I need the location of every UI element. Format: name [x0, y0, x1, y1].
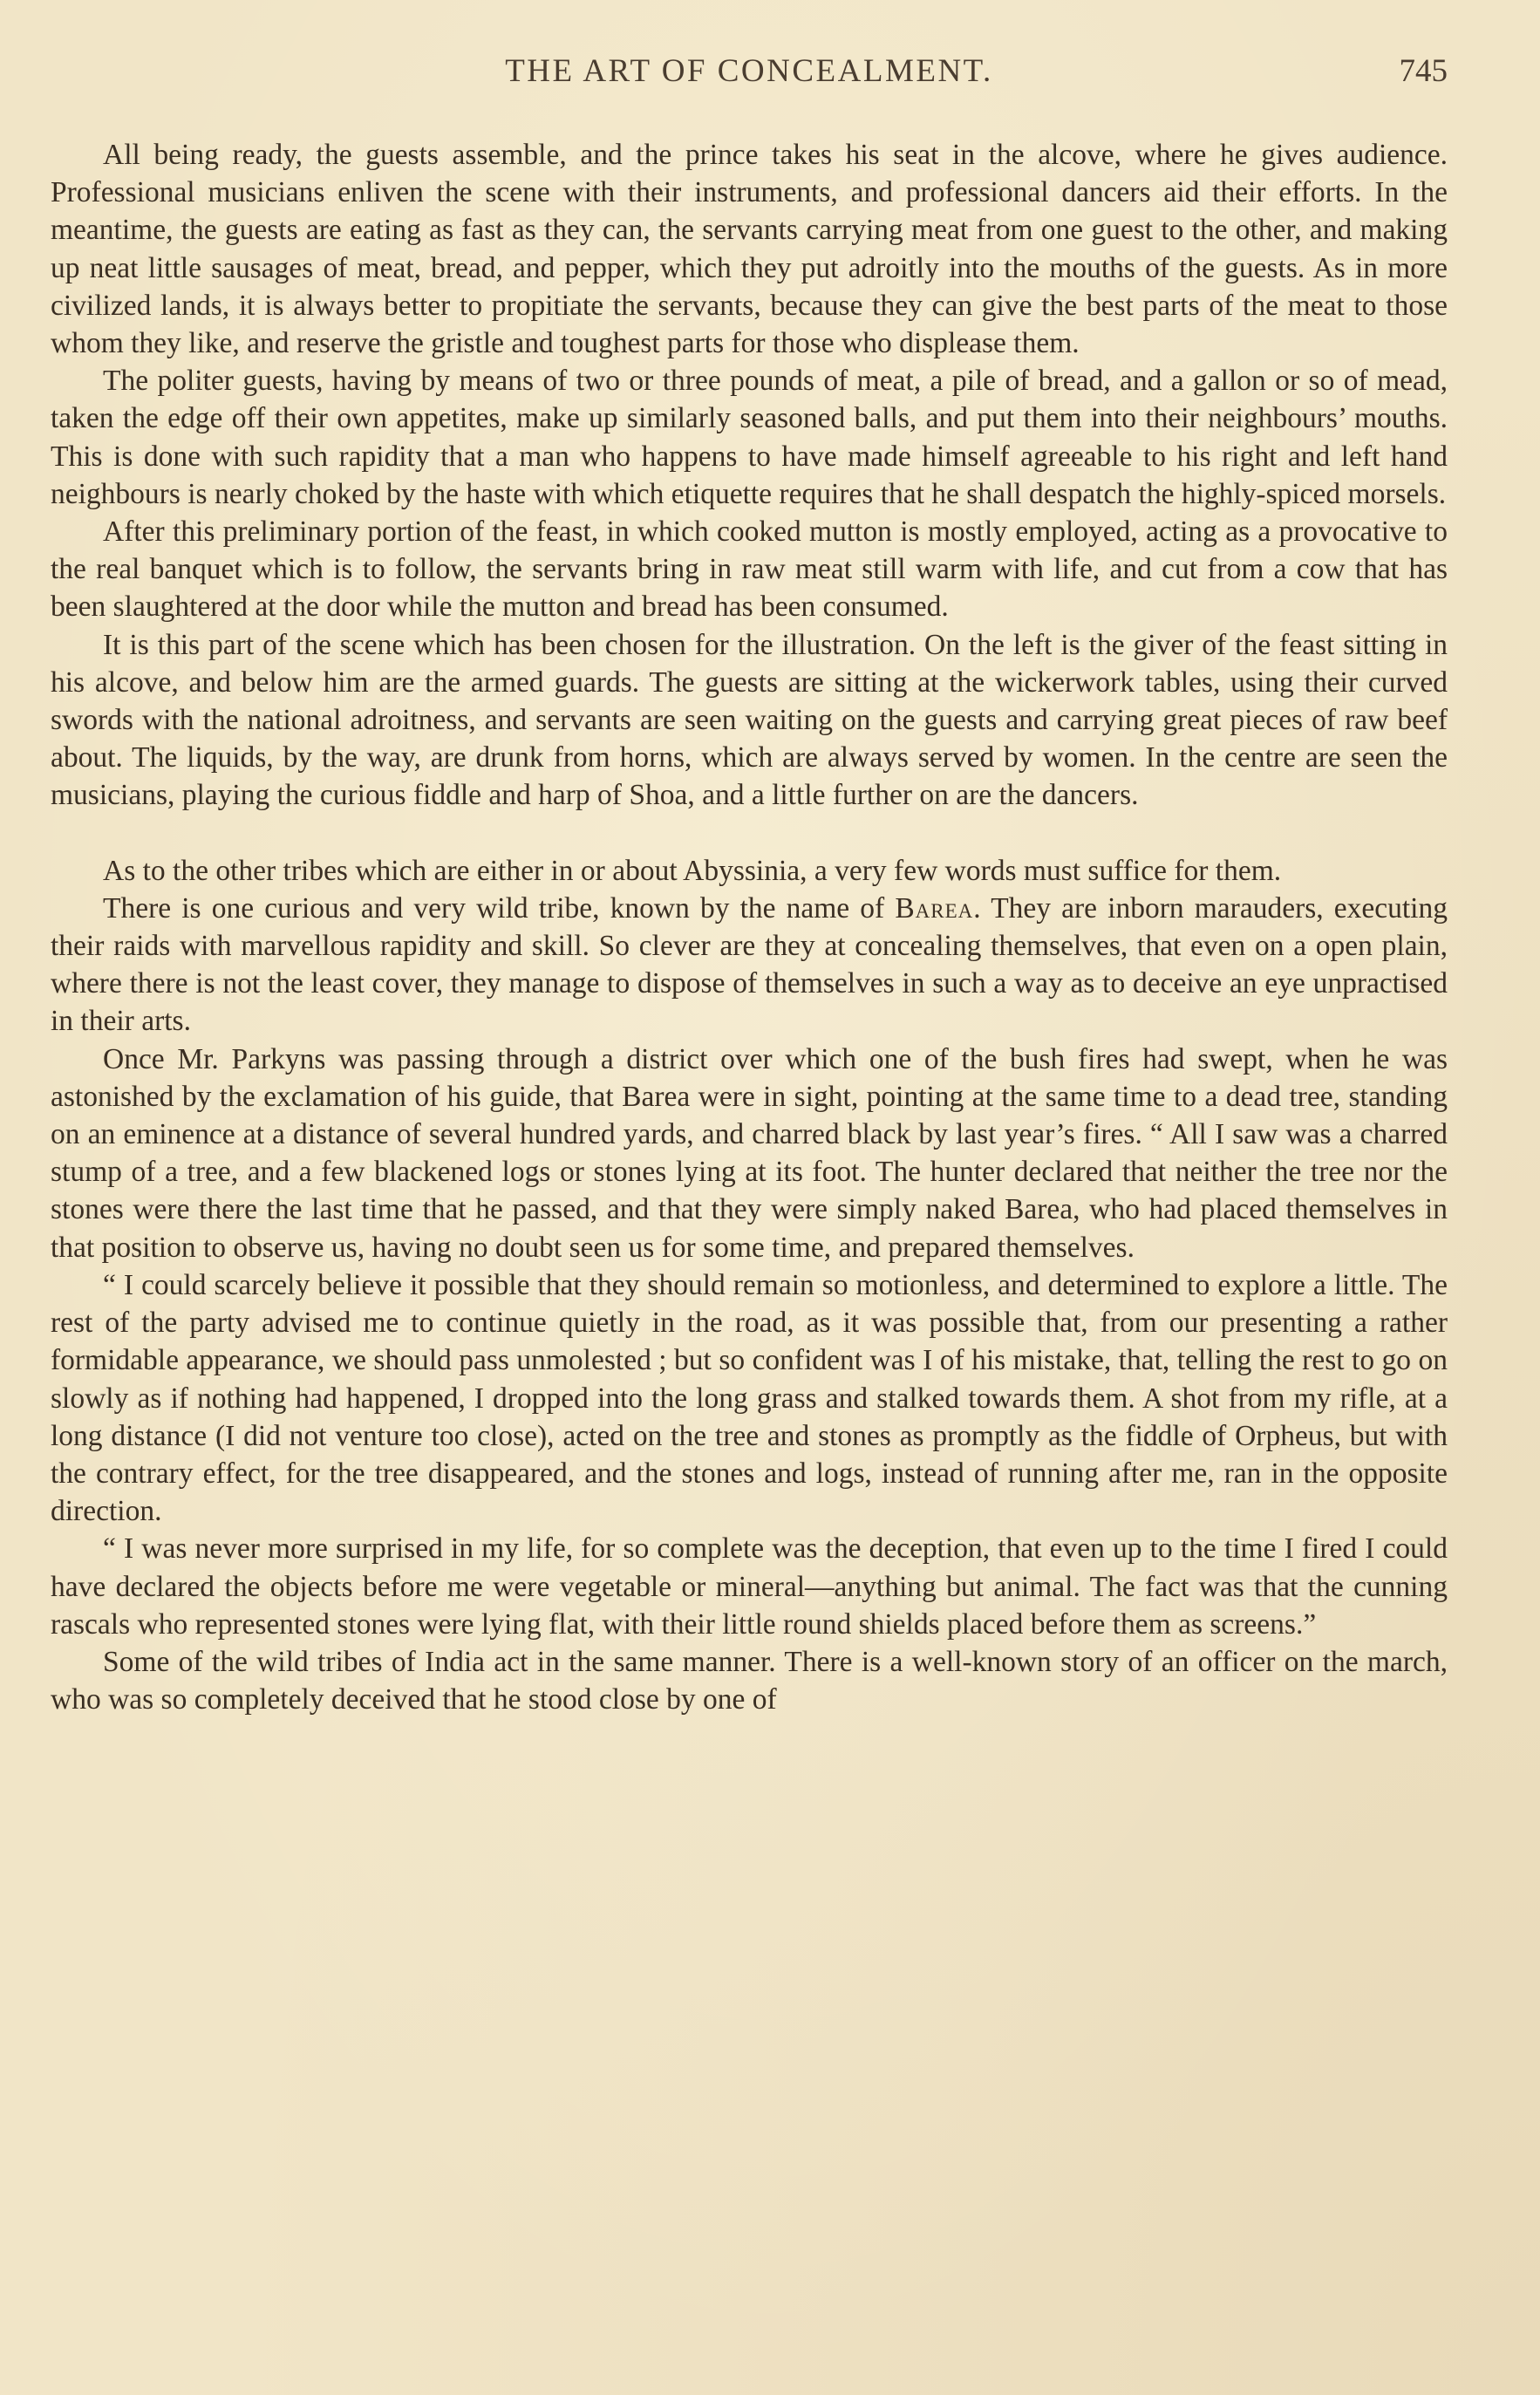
paragraph-text: . They are inborn marauders, executing their raids with marvellous rapidity and skill. So clever are they at concealing themselves, that even on a open plain, where there is not the least cover, they manage to dispose of themselves in such a way as to deceive an eye unpractised in their arts.: [51, 891, 1448, 1038]
document-page: [51, 52, 1448, 1718]
paragraph-text: There is one curious and very wild tribe, known by the name of: [103, 891, 896, 925]
paragraph: All being ready, the guests assemble, and the prince takes his seat in the alcove, where he gives audience. Professional musicians enliven the scene with their instruments, and professional dancers aid their efforts. In the meantime, the guests are eating as fast as they can, the servants carrying meat from one guest to the other, and making up neat little sausages of meat, bread, and pepper, which they put adroitly into the mouths of the guests. As in more civilized lands, it is always better to propitiate the servants, because they can give the best parts of the meat to those whom they like, and reserve the gristle and toughest parts for those who displease them.: [51, 139, 1448, 360]
paragraph: “ I could scarcely believe it possible that they should remain so motionless, and determined to explore a little. The rest of the party advised me to continue quietly in the road, as it was possible that, from our presenting a rather formidable appearance, we should pass unmolested ; but so confident was I of his mistake, that, telling the rest to go on slowly as if nothing had happened, I dropped into the long grass and stalked towards them. A shot from my rifle, at a long distance (I did not venture too close), acted on the tree and stones as promptly as the fiddle of Orpheus, but with the contrary effect, for the tree disappeared, and the stones and logs, instead of running after me, ran in the opposite direction.: [51, 1268, 1448, 1528]
body-text: [51, 136, 1448, 1718]
running-title: THE ART OF CONCEALMENT.: [505, 53, 993, 89]
paragraph: The politer guests, having by means of two or three pounds of meat, a pile of bread, and a gallon or so of mead, taken the edge off their own appetites, make up similarly seasoned balls, and put them into their neighbours’ mouths. This is done with such rapidity that a man who happens to have made himself agreeable to his right and left hand neighbours is nearly choked by the haste with which etiquette requires that he shall despatch the highly-spiced morsels.: [51, 365, 1448, 510]
running-header: [51, 52, 1448, 105]
paragraph: As to the other tribes which are either in or about Abyssinia, a very few words must suffice for them.: [103, 854, 1282, 887]
paragraph: “ I was never more surprised in my life, for so complete was the deception, that even up to the time I fired I could have declared the objects before me were vegetable or mineral—anything but animal. The fact was that the cunning rascals who represented stones were lying flat, with their little round shields placed before them as screens.”: [51, 1532, 1448, 1641]
paragraph: After this preliminary portion of the feast, in which cooked mutton is mostly employed, acting as a provocative to the real banquet which is to follow, the servants bring in raw meat still warm with life, and cut from a cow that has been slaughtered at the door while the mutton and bread has been consumed.: [51, 515, 1448, 624]
paragraph: [51, 890, 1448, 1041]
tribe-name: Barea: [895, 891, 974, 925]
page-number: 745: [1399, 53, 1448, 89]
paragraph: It is this part of the scene which has been chosen for the illustration. On the left is the giver of the feast sitting in his alcove, and below him are the armed guards. The guests are sitting at the wickerwork tables, using their curved swords with the national adroitness, and servants are seen waiting on the guests and carrying great pieces of raw beef about. The liquids, by the way, are drunk from horns, which are always served by women. In the centre are seen the musicians, playing the curious fiddle and harp of Shoa, and a little further on are the dancers.: [51, 628, 1448, 812]
paragraph: Once Mr. Parkyns was passing through a district over which one of the bush fires had swept, when he was astonished by the exclamation of his guide, that Barea were in sight, pointing at the same time to a dead tree, standing on an eminence at a distance of several hundred yards, and charred black by last year’s fires. “ All I saw was a charred stump of a tree, and a few blackened logs or stones lying at its foot. The hunter declared that neither the tree nor the stones were there the last time that he passed, and that they were simply naked Barea, who had placed themselves in that position to observe us, having no doubt seen us for some time, and prepared themselves.: [51, 1042, 1448, 1264]
paragraph: Some of the wild tribes of India act in the same manner. There is a well-known story of an officer on the march, who was so completely deceived that he stood close by one of: [51, 1645, 1448, 1716]
